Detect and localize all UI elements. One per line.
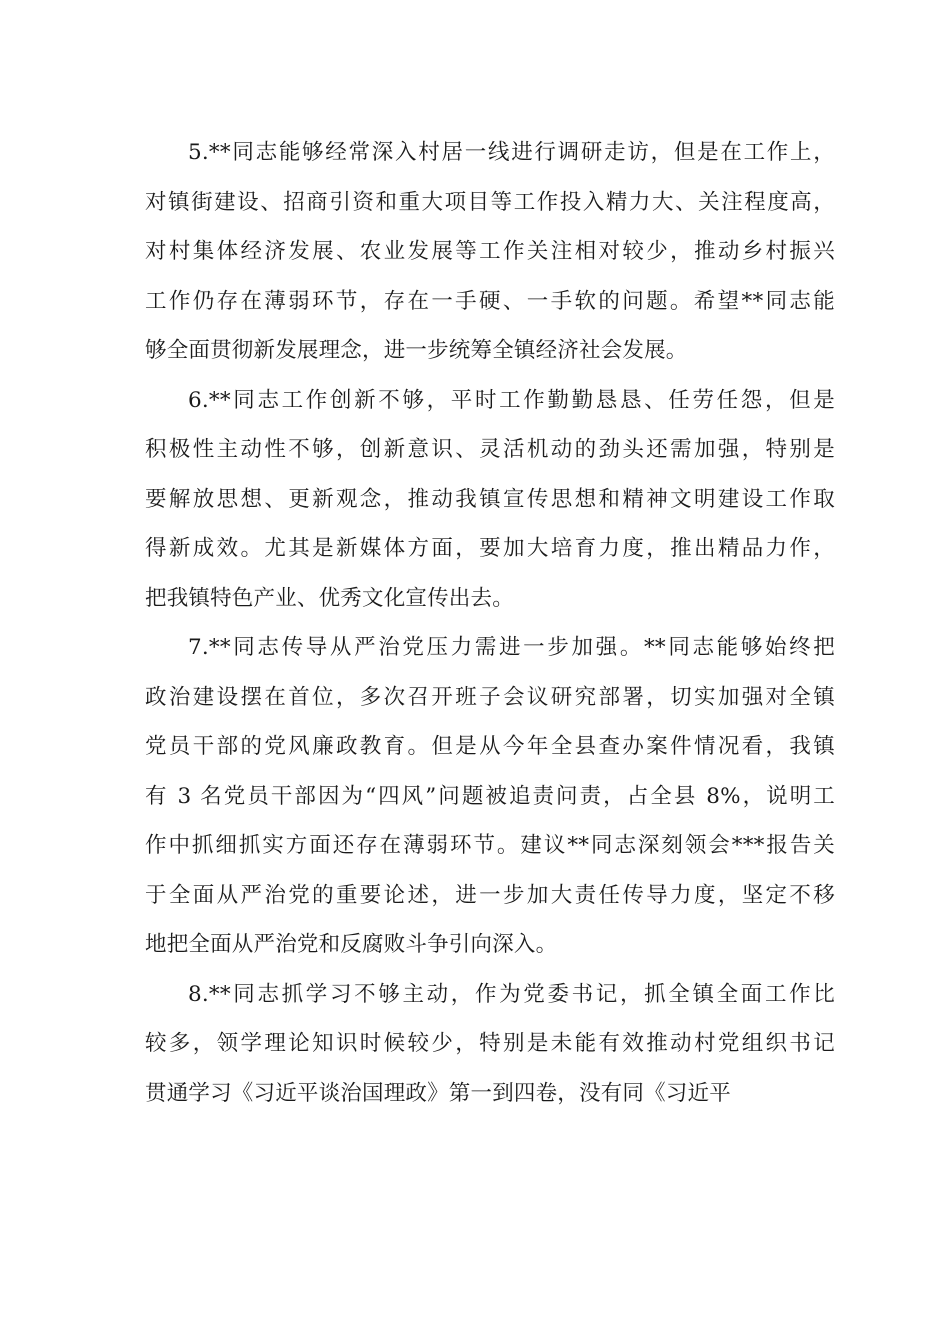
text-line: 政治建设摆在首位，多次召开班子会议研究部署，切实加强对全镇	[145, 684, 835, 710]
document-body	[145, 128, 835, 1118]
text-line: 7.**同志传导从严治党压力需进一步加强。**同志能够始终把	[188, 635, 835, 660]
text-line: 5.**同志能够经常深入村居一线进行调研走访，但是在工作上，	[188, 140, 835, 165]
text-line: 对村集体经济发展、农业发展等工作关注相对较少，推动乡村振兴	[145, 239, 835, 264]
text-line: 地把全面从严治党和反腐败斗争引向深入。	[145, 932, 558, 957]
text-line: 把我镇特色产业、优秀文化宣传出去。	[145, 585, 514, 611]
text-line: 对镇街建设、招商引资和重大项目等工作投入精力大、关注程度高，	[145, 189, 835, 215]
text-line: 得新成效。尤其是新媒体方面，要加大培育力度，推出精品力作，	[145, 536, 835, 561]
paragraph-7	[145, 623, 835, 970]
text-line: 于全面从严治党的重要论述，进一步加大责任传导力度，坚定不移	[145, 882, 835, 908]
text-line: 较多，领学理论知识时候较少，特别是未能有效推动村党组织书记	[145, 1031, 835, 1056]
text-line: 工作仍存在薄弱环节，存在一手硬、一手软的问题。希望**同志能	[145, 288, 835, 314]
text-line: 贯通学习《习近平谈治国理政》第一到四卷，没有同《习近平	[145, 1080, 731, 1106]
paragraph-6	[145, 376, 835, 624]
text-line: 作中抓细抓实方面还存在薄弱环节。建议**同志深刻领会***报告关	[145, 833, 835, 858]
text-line: 8.**同志抓学习不够主动，作为党委书记，抓全镇全面工作比	[188, 981, 835, 1007]
paragraph-5	[145, 128, 835, 376]
paragraph-8	[145, 970, 835, 1119]
text-line: 有 3 名党员干部因为“四风”问题被追责问责，占全县 8%，说明工	[145, 783, 835, 809]
text-line: 要解放思想、更新观念，推动我镇宣传思想和精神文明建设工作取	[145, 486, 835, 512]
text-line: 6.**同志工作创新不够，平时工作勤勤恳恳、任劳任怨，但是	[188, 387, 835, 413]
text-line: 积极性主动性不够，创新意识、灵活机动的劲头还需加强，特别是	[145, 437, 835, 462]
text-line: 够全面贯彻新发展理念，进一步统筹全镇经济社会发展。	[145, 338, 688, 363]
text-line: 党员干部的党风廉政教育。但是从今年全县查办案件情况看，我镇	[145, 734, 835, 759]
